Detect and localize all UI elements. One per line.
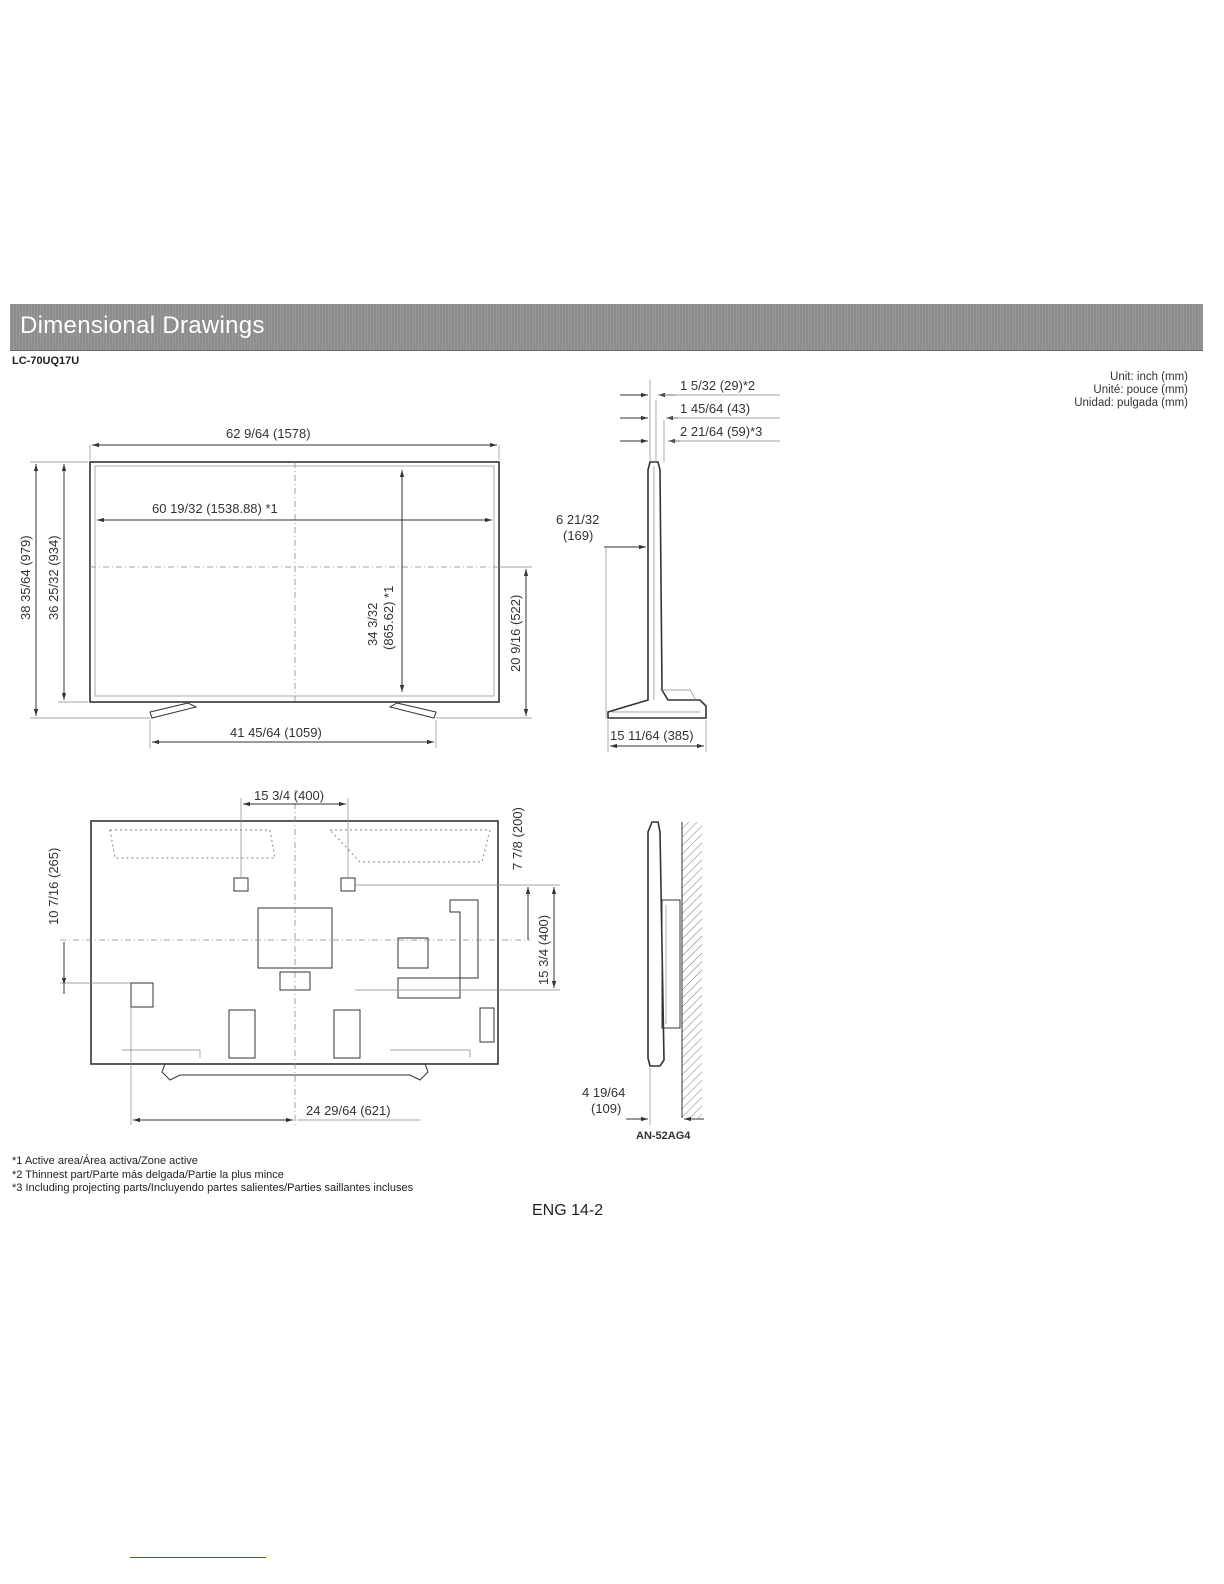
- rear-left-port: [131, 983, 153, 1007]
- tv-front-frame: [90, 462, 499, 702]
- dim-active-height-2: (865.62) *1: [381, 585, 396, 650]
- dim-height-body: 36 25/32 (934): [46, 535, 61, 620]
- front-left-foot: [150, 703, 196, 718]
- rear-vent-right: [330, 830, 490, 862]
- section-title: Dimensional Drawings: [20, 312, 265, 339]
- dim-left-height: 10 7/16 (265): [46, 847, 61, 925]
- footnotes: [12, 1155, 413, 1196]
- dim-stand-offset-2: (169): [563, 528, 594, 543]
- front-right-foot: [390, 703, 436, 718]
- rear-side-port: [480, 1008, 494, 1042]
- dim-active-height-1: 34 3/32: [365, 602, 380, 646]
- bracket-model: AN-52AG4: [636, 1130, 691, 1142]
- front-view: [18, 426, 532, 748]
- unit-es: Unidad: pulgada (mm): [1074, 397, 1188, 409]
- unit-en: Unit: inch (mm): [1110, 371, 1188, 383]
- wall-hatch: [682, 822, 702, 1118]
- model-number: LC-70UQ17U: [12, 355, 80, 367]
- dim-height-stand: 38 35/64 (979): [18, 535, 33, 620]
- wall-bracket: [662, 900, 680, 1028]
- dim-depth-body: 1 45/64 (43): [680, 401, 751, 416]
- dim-top-vesa: 7 7/8 (200): [510, 807, 525, 870]
- dim-vesa-h: 15 3/4 (400): [254, 788, 325, 803]
- dim-stand-width: 41 45/64 (1059): [230, 725, 322, 740]
- dim-depth-projecting: 2 21/64 (59)*3: [680, 424, 763, 439]
- tv-side-profile: [608, 462, 706, 718]
- dim-active-width: 60 19/32 (1538.88) *1: [152, 501, 278, 516]
- bottom-link-underline: [130, 1557, 266, 1558]
- footnote-2: *2 Thinnest part/Parte más delgada/Partie la plus mince: [12, 1168, 284, 1181]
- side-view: [556, 378, 780, 752]
- footnote-1: *1 Active area/Área activa/Zone active: [12, 1155, 198, 1167]
- dim-thinnest: 1 5/32 (29)*2: [680, 378, 756, 393]
- dim-stand-offset-1: 6 21/32: [556, 512, 600, 527]
- rear-input-block: [398, 938, 428, 968]
- dim-bottom-offset: 24 29/64 (621): [306, 1103, 391, 1118]
- page-number: ENG 14-2: [532, 1202, 604, 1219]
- rear-vent-left: [110, 830, 275, 858]
- rear-stand-bracket-l: [229, 1010, 255, 1058]
- vesa-hole-tr: [341, 878, 355, 891]
- vesa-hole-tl: [234, 878, 248, 891]
- dim-stand-depth: 15 11/64 (385): [610, 728, 694, 743]
- wall-mount-view: [582, 822, 704, 1142]
- unit-fr: Unité: pouce (mm): [1093, 384, 1188, 396]
- dim-center-floor: 20 9/16 (522): [508, 594, 523, 672]
- rear-stand-bracket-r: [334, 1010, 360, 1058]
- dim-vesa-v: 15 3/4 (400): [536, 914, 551, 985]
- rear-view: [46, 788, 560, 1125]
- footnote-3: *3 Including projecting parts/Incluyendo partes salientes/Parties saillantes incluses: [12, 1182, 414, 1194]
- dim-overall-width: 62 9/64 (1578): [226, 426, 311, 441]
- dim-wall-depth-1: 4 19/64: [582, 1085, 626, 1100]
- dim-wall-depth-2: (109): [591, 1101, 622, 1116]
- rear-terminal-panel: [398, 900, 478, 998]
